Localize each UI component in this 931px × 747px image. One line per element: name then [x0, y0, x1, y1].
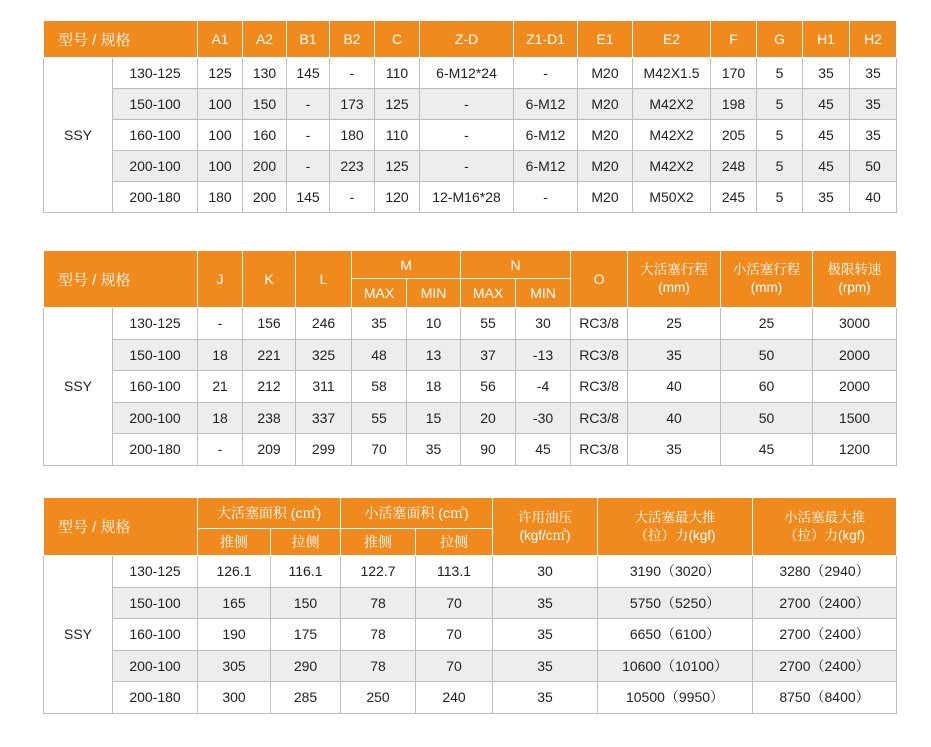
value-cell: 175 [271, 619, 341, 651]
value-cell: 305 [198, 650, 271, 682]
value-cell: 250 [341, 682, 416, 714]
spec-cell: 200-180 [113, 682, 198, 714]
header-small-pull: 拉侧 [416, 529, 493, 556]
value-cell: 6-M12 [514, 89, 578, 120]
value-cell: 55 [352, 402, 407, 434]
model-header: 型号 / 规格 [44, 21, 198, 58]
value-cell: 78 [341, 650, 416, 682]
table-body [44, 308, 897, 466]
value-cell: 45 [803, 151, 850, 182]
force-table [43, 497, 897, 714]
value-cell: 190 [198, 619, 271, 651]
value-cell: 180 [330, 120, 375, 151]
header-small-force [753, 498, 897, 556]
value-cell: - [330, 58, 375, 89]
header-cell: H1 [803, 21, 850, 58]
value-cell: 246 [296, 308, 352, 340]
value-cell: M42X1.5 [633, 58, 711, 89]
value-cell: 10 [407, 308, 461, 340]
table-row [44, 89, 897, 120]
value-cell: 125 [375, 151, 420, 182]
value-cell: 110 [375, 58, 420, 89]
value-cell: - [198, 308, 243, 340]
table-row [44, 619, 897, 651]
value-cell: 3190（3020） [598, 556, 753, 588]
value-cell: 160 [243, 120, 287, 151]
value-cell: - [198, 434, 243, 466]
header-j: J [198, 251, 243, 308]
value-cell: 245 [711, 182, 757, 213]
spec-cell: 200-100 [113, 151, 198, 182]
value-cell: 40 [850, 182, 897, 213]
table-row [44, 587, 897, 619]
value-cell: 100 [198, 89, 243, 120]
value-cell: 45 [721, 434, 813, 466]
value-cell: 35 [850, 120, 897, 151]
value-cell: 5 [757, 89, 803, 120]
table-body [44, 58, 897, 213]
value-cell: 12-M16*28 [420, 182, 514, 213]
value-cell: RC3/8 [571, 371, 628, 403]
value-cell: 122.7 [341, 556, 416, 588]
value-cell: 165 [198, 587, 271, 619]
table-header-row [44, 498, 897, 529]
value-cell: 150 [243, 89, 287, 120]
header-speed [813, 251, 897, 308]
spec-cell: 160-100 [113, 120, 198, 151]
spec-cell: 200-100 [113, 650, 198, 682]
header-label: 大活塞行程 [640, 262, 708, 277]
value-cell: - [420, 89, 514, 120]
header-cell: G [757, 21, 803, 58]
header-small-push: 推侧 [341, 529, 416, 556]
value-cell: 35 [407, 434, 461, 466]
value-cell: 18 [198, 339, 243, 371]
dimension-table-1 [43, 20, 897, 213]
value-cell: 100 [198, 120, 243, 151]
value-cell: 70 [352, 434, 407, 466]
value-cell: 35 [493, 587, 598, 619]
value-cell: 248 [711, 151, 757, 182]
header-cell: F [711, 21, 757, 58]
spec-cell: 150-100 [113, 339, 198, 371]
value-cell: 25 [721, 308, 813, 340]
value-cell: 126.1 [198, 556, 271, 588]
model-header: 型号 / 规格 [44, 498, 198, 556]
value-cell: 45 [803, 120, 850, 151]
value-cell: 30 [516, 308, 571, 340]
value-cell: 145 [287, 58, 330, 89]
value-cell: M20 [578, 120, 633, 151]
header-l: L [296, 251, 352, 308]
value-cell: 8750（8400） [753, 682, 897, 714]
value-cell: 5 [757, 151, 803, 182]
header-n-max: MAX [461, 279, 516, 308]
value-cell: - [420, 151, 514, 182]
header-unit: (mm) [658, 280, 690, 295]
table-row [44, 556, 897, 588]
table-row [44, 308, 897, 340]
value-cell: RC3/8 [571, 434, 628, 466]
spec-cell: 200-180 [113, 434, 198, 466]
value-cell: 35 [493, 682, 598, 714]
header-big-stroke [628, 251, 721, 308]
value-cell: 221 [243, 339, 296, 371]
value-cell: M20 [578, 89, 633, 120]
value-cell: 48 [352, 339, 407, 371]
value-cell: 2700（2400） [753, 587, 897, 619]
value-cell: 125 [375, 89, 420, 120]
value-cell: 5 [757, 58, 803, 89]
spec-cell: 130-125 [113, 308, 198, 340]
table-row [44, 371, 897, 403]
value-cell: 325 [296, 339, 352, 371]
value-cell: - [287, 151, 330, 182]
value-cell: 3280（2940） [753, 556, 897, 588]
header-m-max: MAX [352, 279, 407, 308]
header-unit: （拉）力(kgf) [634, 527, 716, 543]
header-cell: E2 [633, 21, 711, 58]
value-cell: 15 [407, 402, 461, 434]
header-cell: H2 [850, 21, 897, 58]
value-cell: 5 [757, 120, 803, 151]
spec-cell: 150-100 [113, 89, 198, 120]
value-cell: 290 [271, 650, 341, 682]
value-cell: - [514, 58, 578, 89]
value-cell: 110 [375, 120, 420, 151]
value-cell: M50X2 [633, 182, 711, 213]
value-cell: 70 [416, 650, 493, 682]
spec-cell: 130-125 [113, 58, 198, 89]
value-cell: M20 [578, 58, 633, 89]
spec-cell: 200-100 [113, 402, 198, 434]
value-cell: 311 [296, 371, 352, 403]
value-cell: 285 [271, 682, 341, 714]
value-cell: 240 [416, 682, 493, 714]
value-cell: 5750（5250） [598, 587, 753, 619]
value-cell: 40 [628, 371, 721, 403]
value-cell: M20 [578, 151, 633, 182]
value-cell: M42X2 [633, 89, 711, 120]
header-cell: Z1-D1 [514, 21, 578, 58]
value-cell: 20 [461, 402, 516, 434]
value-cell: M20 [578, 182, 633, 213]
value-cell: 10500（9950） [598, 682, 753, 714]
value-cell: 10600（10100） [598, 650, 753, 682]
value-cell: M42X2 [633, 151, 711, 182]
value-cell: 35 [803, 58, 850, 89]
header-label: 极限转速 [827, 262, 882, 277]
value-cell: 6650（6100） [598, 619, 753, 651]
table-row [44, 182, 897, 213]
value-cell: 90 [461, 434, 516, 466]
model-header: 型号 / 规格 [44, 251, 198, 308]
value-cell: 212 [243, 371, 296, 403]
header-small-area: 小活塞面积 (c㎡) [341, 498, 493, 529]
value-cell: 35 [850, 58, 897, 89]
header-cell: C [375, 21, 420, 58]
header-big-area: 大活塞面积 (c㎡) [198, 498, 341, 529]
series-cell: SSY [44, 58, 113, 213]
header-n-min: MIN [516, 279, 571, 308]
value-cell: 145 [287, 182, 330, 213]
value-cell: 3000 [813, 308, 897, 340]
value-cell: - [330, 182, 375, 213]
table-row [44, 434, 897, 466]
spec-cell: 130-125 [113, 556, 198, 588]
value-cell: RC3/8 [571, 402, 628, 434]
value-cell: 300 [198, 682, 271, 714]
value-cell: 2000 [813, 339, 897, 371]
header-cell: E1 [578, 21, 633, 58]
series-cell: SSY [44, 556, 113, 714]
header-big-force [598, 498, 753, 556]
value-cell: 35 [850, 89, 897, 120]
value-cell: 50 [721, 402, 813, 434]
spec-cell: 150-100 [113, 587, 198, 619]
value-cell: 45 [803, 89, 850, 120]
value-cell: - [287, 89, 330, 120]
value-cell: 223 [330, 151, 375, 182]
value-cell: - [420, 120, 514, 151]
header-unit: (mm) [750, 280, 783, 295]
value-cell: - [287, 120, 330, 151]
value-cell: 50 [850, 151, 897, 182]
value-cell: 45 [516, 434, 571, 466]
value-cell: 205 [711, 120, 757, 151]
value-cell: 18 [198, 402, 243, 434]
header-cell: A2 [243, 21, 287, 58]
value-cell: 21 [198, 371, 243, 403]
value-cell: 56 [461, 371, 516, 403]
value-cell: 173 [330, 89, 375, 120]
header-o: O [571, 251, 628, 308]
value-cell: 1500 [813, 402, 897, 434]
value-cell: 78 [341, 587, 416, 619]
header-unit: (kgf/c㎡) [519, 527, 571, 543]
header-big-push: 推侧 [198, 529, 271, 556]
table-row [44, 402, 897, 434]
series-cell: SSY [44, 308, 113, 466]
value-cell: RC3/8 [571, 339, 628, 371]
value-cell: 238 [243, 402, 296, 434]
value-cell: 180 [198, 182, 243, 213]
table-header-row [44, 21, 897, 58]
value-cell: RC3/8 [571, 308, 628, 340]
header-pressure [493, 498, 598, 556]
header-big-pull: 拉侧 [271, 529, 341, 556]
value-cell: 60 [721, 371, 813, 403]
value-cell: 198 [711, 89, 757, 120]
value-cell: 35 [352, 308, 407, 340]
header-small-stroke [721, 251, 813, 308]
table-header-row [44, 251, 897, 279]
table-row [44, 339, 897, 371]
value-cell: 37 [461, 339, 516, 371]
header-k: K [243, 251, 296, 308]
table-row [44, 58, 897, 89]
value-cell: 2700（2400） [753, 619, 897, 651]
value-cell: M42X2 [633, 120, 711, 151]
value-cell: 100 [198, 151, 243, 182]
value-cell: 18 [407, 371, 461, 403]
value-cell: 40 [628, 402, 721, 434]
value-cell: 200 [243, 151, 287, 182]
value-cell: - [514, 182, 578, 213]
value-cell: 70 [416, 619, 493, 651]
header-m-min: MIN [407, 279, 461, 308]
dimension-table-2 [43, 250, 897, 466]
header-cell: B1 [287, 21, 330, 58]
header-cell: A1 [198, 21, 243, 58]
value-cell: 13 [407, 339, 461, 371]
header-unit: (rpm) [838, 280, 871, 295]
table-row [44, 650, 897, 682]
value-cell: 209 [243, 434, 296, 466]
value-cell: 5 [757, 182, 803, 213]
value-cell: 6-M12 [514, 120, 578, 151]
value-cell: -13 [516, 339, 571, 371]
value-cell: 35 [628, 339, 721, 371]
header-m: M [352, 251, 461, 279]
value-cell: 58 [352, 371, 407, 403]
value-cell: 113.1 [416, 556, 493, 588]
header-cell: B2 [330, 21, 375, 58]
value-cell: 55 [461, 308, 516, 340]
header-unit: （拉）力(kgf) [784, 527, 866, 543]
value-cell: 120 [375, 182, 420, 213]
value-cell: 6-M12 [514, 151, 578, 182]
value-cell: 70 [416, 587, 493, 619]
table-body [44, 556, 897, 714]
value-cell: 299 [296, 434, 352, 466]
value-cell: 116.1 [271, 556, 341, 588]
value-cell: 156 [243, 308, 296, 340]
value-cell: 170 [711, 58, 757, 89]
spec-cell: 200-180 [113, 182, 198, 213]
table-row [44, 682, 897, 714]
spec-cell: 160-100 [113, 619, 198, 651]
value-cell: 35 [493, 619, 598, 651]
header-label: 大活塞最大推 [634, 509, 716, 525]
table-row [44, 151, 897, 182]
spec-cell: 160-100 [113, 371, 198, 403]
value-cell: 2000 [813, 371, 897, 403]
value-cell: 1200 [813, 434, 897, 466]
table-row [44, 120, 897, 151]
value-cell: 2700（2400） [753, 650, 897, 682]
value-cell: 50 [721, 339, 813, 371]
value-cell: 25 [628, 308, 721, 340]
value-cell: -4 [516, 371, 571, 403]
value-cell: 35 [493, 650, 598, 682]
value-cell: 125 [198, 58, 243, 89]
value-cell: 78 [341, 619, 416, 651]
header-label: 小活塞最大推 [784, 509, 866, 525]
value-cell: 150 [271, 587, 341, 619]
value-cell: 337 [296, 402, 352, 434]
header-n: N [461, 251, 571, 279]
value-cell: -30 [516, 402, 571, 434]
header-label: 许用油压 [518, 509, 573, 525]
value-cell: 35 [628, 434, 721, 466]
header-cell: Z-D [420, 21, 514, 58]
value-cell: 6-M12*24 [420, 58, 514, 89]
value-cell: 35 [803, 182, 850, 213]
header-label: 小活塞行程 [732, 262, 801, 277]
value-cell: 30 [493, 556, 598, 588]
value-cell: 200 [243, 182, 287, 213]
value-cell: 130 [243, 58, 287, 89]
